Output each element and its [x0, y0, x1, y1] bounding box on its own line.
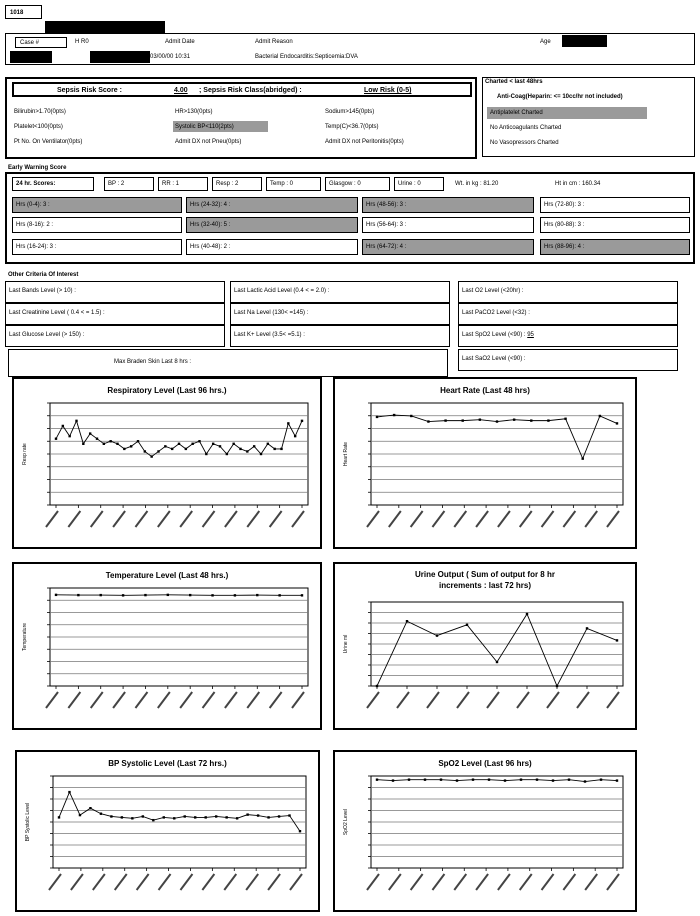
data-point — [526, 613, 528, 615]
data-point — [219, 445, 221, 447]
data-point — [137, 440, 139, 442]
x-tick-label-placeholder — [432, 511, 444, 527]
ews-hrs-40-48: Hrs (40-48): 2 : — [186, 239, 358, 255]
respiratory-chart-svg — [14, 379, 320, 547]
ews-hrs-80-88: Hrs (80-88): 3 : — [540, 217, 690, 233]
charted-title: Charted < last 48hrs — [485, 79, 543, 85]
chart-urine — [333, 562, 637, 730]
data-point — [144, 450, 146, 452]
bp-systolic-chart-svg — [17, 752, 318, 910]
data-point — [204, 816, 206, 818]
chart-bp-systolic — [15, 750, 320, 912]
data-point — [440, 778, 442, 780]
x-tick-label-placeholder — [577, 692, 589, 708]
data-point — [376, 416, 378, 418]
data-point — [123, 448, 125, 450]
data-point — [100, 813, 102, 815]
chart-title: Heart Rate (Last 48 hrs) — [440, 386, 530, 395]
data-point — [215, 815, 217, 817]
data-point — [462, 419, 464, 421]
data-point — [260, 453, 262, 455]
data-point — [167, 594, 169, 596]
x-tick-label-placeholder — [367, 874, 379, 890]
data-point — [456, 779, 458, 781]
x-tick-label-placeholder — [93, 874, 105, 890]
y-axis-label: BP Systolic Level — [25, 802, 31, 842]
admit-reason-value: Bacterial Endocarditis:Septicemia:DVA — [255, 54, 358, 60]
y-axis-label: SpO2 Level — [343, 808, 349, 836]
x-tick-label-placeholder — [268, 874, 280, 890]
y-axis-label: Temperature — [22, 622, 28, 652]
data-point — [110, 815, 112, 817]
x-tick-label-placeholder — [411, 874, 423, 890]
data-point — [173, 817, 175, 819]
ews-score-temp: Temp : 0 — [266, 177, 321, 191]
charted-vasopressors: No Vasopressors Charted — [490, 140, 559, 146]
data-point — [408, 778, 410, 780]
y-axis-label: Resp rate — [22, 443, 28, 465]
x-tick-label-placeholder — [71, 874, 83, 890]
x-tick-label-placeholder — [135, 692, 147, 708]
ews-weight: Wt. in kg : 81.20 — [455, 181, 499, 187]
x-tick-label-placeholder — [454, 874, 466, 890]
data-point — [96, 438, 98, 440]
x-tick-label-placeholder — [180, 511, 192, 527]
data-point — [58, 816, 60, 818]
chart-title: Urine Output ( Sum of output for 8 hr — [415, 570, 555, 579]
data-point — [536, 778, 538, 780]
chart-respiratory — [12, 377, 322, 549]
ews-score-24hr: 24 hr. Scores: — [12, 177, 94, 191]
x-tick-label-placeholder — [49, 874, 61, 890]
case-label: Case # — [20, 40, 40, 46]
sepsis-score-value: 4.00 — [174, 87, 188, 94]
x-tick-label-placeholder — [270, 692, 282, 708]
data-point — [530, 419, 532, 421]
data-point — [55, 438, 57, 440]
data-point — [504, 779, 506, 781]
data-point — [239, 448, 241, 450]
ews-hrs-16-24: Hrs (16-24): 3 : — [12, 239, 182, 255]
x-tick-label-placeholder — [547, 692, 559, 708]
data-point — [109, 440, 111, 442]
x-tick-label-placeholder — [225, 692, 237, 708]
data-point — [466, 624, 468, 626]
data-point — [211, 594, 213, 596]
other-o2: Last O2 Level (<20hr) : — [458, 281, 678, 303]
ews-score-resp: Resp : 2 — [212, 177, 262, 191]
ews-hrs-88-96: Hrs (88-96): 4 : — [540, 239, 690, 255]
data-point — [599, 415, 601, 417]
chart-temperature — [12, 562, 322, 730]
data-point — [144, 594, 146, 596]
ews-hrs-24-32: Hrs (24-32): 4 : — [186, 197, 358, 213]
redacted-age — [562, 35, 607, 47]
data-point — [246, 450, 248, 452]
data-point — [616, 639, 618, 641]
x-tick-label-placeholder — [427, 692, 439, 708]
criteria-peritonitis: Admit DX not Peritonitis(0pts) — [325, 139, 404, 145]
x-tick-label-placeholder — [115, 874, 127, 890]
data-point — [256, 594, 258, 596]
other-title: Other Criteria Of Interest — [8, 272, 79, 278]
case-value: H R0 — [75, 39, 89, 45]
ews-score-urine: Urine : 0 — [394, 177, 444, 191]
x-tick-label-placeholder — [432, 874, 444, 890]
data-point — [568, 778, 570, 780]
ews-height: Ht in cm : 160.34 — [555, 181, 601, 187]
data-point — [194, 816, 196, 818]
data-point — [479, 418, 481, 420]
x-tick-label-placeholder — [113, 692, 125, 708]
data-point — [273, 448, 275, 450]
spo2-chart-svg — [335, 752, 635, 910]
data-point — [75, 420, 77, 422]
x-tick-label-placeholder — [68, 692, 80, 708]
x-tick-label-placeholder — [607, 511, 619, 527]
data-point — [253, 445, 255, 447]
heart-rate-chart-svg — [335, 379, 635, 547]
data-point — [89, 807, 91, 809]
other-glucose: Last Glucose Level (> 150) : — [5, 325, 225, 347]
sepsis-class-value: Low Risk (0-5) — [364, 87, 412, 94]
data-point — [189, 594, 191, 596]
age-label: Age — [540, 39, 551, 45]
x-tick-label-placeholder — [224, 874, 236, 890]
ews-hrs-56-64: Hrs (56-64): 3 : — [362, 217, 534, 233]
x-tick-label-placeholder — [542, 874, 554, 890]
criteria-pneu: Admit DX not Pneu(0pts) — [175, 139, 242, 145]
x-tick-label-placeholder — [180, 874, 192, 890]
other-bands: Last Bands Level (> 10) : — [5, 281, 225, 303]
criteria-ventilator: Pt No. On Ventilator(0pts) — [14, 139, 83, 145]
data-point — [205, 453, 207, 455]
x-tick-label-placeholder — [159, 874, 171, 890]
data-point — [171, 448, 173, 450]
sepsis-score-label: Sepsis Risk Score : — [57, 87, 122, 94]
urine-chart-svg — [335, 564, 635, 728]
admit-date-value: 03/00/00 10:31 — [150, 54, 191, 60]
ews-title: Early Warning Score — [8, 165, 67, 171]
x-tick-label-placeholder — [246, 874, 258, 890]
x-tick-label-placeholder — [585, 874, 597, 890]
data-point — [267, 443, 269, 445]
data-point — [68, 791, 70, 793]
data-point — [301, 420, 303, 422]
data-point — [280, 448, 282, 450]
data-point — [234, 594, 236, 596]
other-spo2-label: Last SpO2 Level (<90) : — [462, 332, 526, 338]
x-tick-label-placeholder — [225, 511, 237, 527]
criteria-systolic: Systolic BP<110(2pts) — [175, 124, 234, 130]
ews-hrs-48-56: Hrs (48-56): 3 : — [362, 197, 534, 213]
data-point — [520, 778, 522, 780]
data-point — [288, 814, 290, 816]
other-k: Last K+ Level (3.5< =5.1) : — [230, 325, 450, 347]
data-point — [100, 594, 102, 596]
data-point — [184, 815, 186, 817]
other-spo2-value: 95 — [527, 332, 534, 338]
x-tick-label-placeholder — [135, 511, 147, 527]
y-axis-label: Heart Rate — [343, 441, 349, 467]
data-point — [586, 627, 588, 629]
x-tick-label-placeholder — [520, 874, 532, 890]
data-point — [116, 443, 118, 445]
x-tick-label-placeholder — [203, 692, 215, 708]
x-tick-label-placeholder — [563, 511, 575, 527]
x-tick-label-placeholder — [367, 511, 379, 527]
data-point — [472, 778, 474, 780]
other-creatinine: Last Creatinine Level ( 0.4 < = 1.5) : — [5, 303, 225, 325]
x-tick-label-placeholder — [542, 511, 554, 527]
charted-subtitle: Anti-Coag(Heparin: <= 10cc/hr not included) — [497, 94, 623, 100]
criteria-sodium: Sodium>145(0pts) — [325, 109, 375, 115]
data-point — [157, 450, 159, 452]
data-point — [62, 425, 64, 427]
data-point — [152, 819, 154, 821]
data-point — [376, 778, 378, 780]
x-tick-label-placeholder — [292, 692, 304, 708]
data-point — [427, 420, 429, 422]
other-na: Last Na Level (130< =145) : — [230, 303, 450, 325]
x-tick-label-placeholder — [457, 692, 469, 708]
charted-anticoagulants: No Anticoagulants Charted — [490, 125, 562, 131]
x-tick-label-placeholder — [247, 692, 259, 708]
data-point — [436, 634, 438, 636]
ews-hrs-8-16: Hrs (8-16): 2 : — [12, 217, 182, 233]
x-tick-label-placeholder — [202, 874, 214, 890]
x-tick-label-placeholder — [203, 511, 215, 527]
redacted-account — [90, 51, 150, 63]
chart-spo2 — [333, 750, 637, 912]
x-tick-label-placeholder — [46, 511, 58, 527]
criteria-temp: Temp(C)<36.7(0pts) — [325, 124, 379, 130]
data-point — [552, 779, 554, 781]
data-point — [496, 420, 498, 422]
x-tick-label-placeholder — [411, 511, 423, 527]
ews-hrs-64-72: Hrs (64-72): 4 : — [362, 239, 534, 255]
data-point — [68, 435, 70, 437]
data-point — [496, 661, 498, 663]
data-point — [299, 830, 301, 832]
other-skin: Max Braden Skin Last 8 hrs : — [8, 349, 448, 377]
x-tick-label-placeholder — [91, 692, 103, 708]
data-point — [393, 414, 395, 416]
data-point — [584, 780, 586, 782]
data-point — [178, 443, 180, 445]
data-point — [122, 594, 124, 596]
data-point — [278, 815, 280, 817]
ews-hrs-32-40: Hrs (32-40): 5 : — [186, 217, 358, 233]
data-point — [392, 779, 394, 781]
data-point — [89, 432, 91, 434]
data-point — [444, 419, 446, 421]
data-point — [410, 415, 412, 417]
x-tick-label-placeholder — [113, 511, 125, 527]
data-point — [163, 816, 165, 818]
data-point — [246, 813, 248, 815]
x-tick-label-placeholder — [498, 874, 510, 890]
chart-title: SpO2 Level (Last 96 hrs) — [438, 759, 532, 768]
x-tick-label-placeholder — [158, 511, 170, 527]
data-point — [294, 435, 296, 437]
chart-heart-rate — [333, 377, 637, 549]
data-point — [267, 816, 269, 818]
x-tick-label-placeholder — [487, 692, 499, 708]
other-paco2: Last PaCO2 Level (<32) : — [458, 303, 678, 325]
patient-id: 1018 — [10, 10, 24, 16]
x-tick-label-placeholder — [91, 511, 103, 527]
data-point — [77, 594, 79, 596]
x-tick-label-placeholder — [137, 874, 149, 890]
chart-title: increments : last 72 hrs) — [438, 581, 532, 590]
data-point — [150, 455, 152, 457]
x-tick-label-placeholder — [585, 511, 597, 527]
y-axis-label: Urine ml — [343, 634, 349, 654]
data-point — [191, 443, 193, 445]
sepsis-score-box — [12, 82, 472, 97]
data-point — [185, 448, 187, 450]
x-tick-label-placeholder — [389, 511, 401, 527]
x-tick-label-placeholder — [476, 511, 488, 527]
x-tick-label-placeholder — [397, 692, 409, 708]
data-point — [236, 817, 238, 819]
x-tick-label-placeholder — [270, 511, 282, 527]
ews-hrs-72-80: Hrs (72-80): 3 : — [540, 197, 690, 213]
sepsis-class-label: ; Sepsis Risk Class(abridged) : — [199, 87, 302, 94]
x-tick-label-placeholder — [563, 874, 575, 890]
admit-reason-label: Admit Reason — [255, 39, 293, 45]
x-tick-label-placeholder — [290, 874, 302, 890]
temperature-chart-svg — [14, 564, 320, 728]
data-point — [131, 817, 133, 819]
data-point — [225, 816, 227, 818]
chart-title: Respiratory Level (Last 96 hrs.) — [107, 386, 227, 395]
data-point — [287, 422, 289, 424]
ews-score-bp: BP : 2 — [104, 177, 154, 191]
x-tick-label-placeholder — [607, 692, 619, 708]
x-tick-label-placeholder — [476, 874, 488, 890]
data-point — [103, 443, 105, 445]
data-point — [564, 418, 566, 420]
ews-score-glasgow: Glasgow : 0 — [325, 177, 390, 191]
x-tick-label-placeholder — [158, 692, 170, 708]
data-point — [257, 814, 259, 816]
data-point — [301, 594, 303, 596]
other-sao2: Last SaO2 Level (<90) : — [458, 349, 678, 371]
data-point — [278, 594, 280, 596]
x-tick-label-placeholder — [367, 692, 379, 708]
x-tick-label-placeholder — [292, 511, 304, 527]
charted-antiplatelet: Antiplatelet Charted — [490, 110, 543, 116]
data-point — [82, 443, 84, 445]
data-point — [55, 594, 57, 596]
x-tick-label-placeholder — [454, 511, 466, 527]
data-point — [232, 443, 234, 445]
x-tick-label-placeholder — [180, 692, 192, 708]
patient-id-box — [5, 5, 42, 19]
other-lactic: Last Lactic Acid Level (0.4 < = 2.0) : — [230, 281, 450, 303]
x-tick-label-placeholder — [247, 511, 259, 527]
data-point — [488, 778, 490, 780]
data-point — [616, 779, 618, 781]
chart-title: Temperature Level (Last 48 hrs.) — [105, 571, 229, 580]
criteria-hr: HR>130(0pts) — [175, 109, 213, 115]
data-point — [600, 778, 602, 780]
chart-title: BP Systolic Level (Last 72 hrs.) — [108, 759, 227, 768]
case-label-box — [15, 37, 67, 48]
criteria-platelet: Platelet<100(0pts) — [14, 124, 63, 130]
x-tick-label-placeholder — [46, 692, 58, 708]
data-point — [130, 445, 132, 447]
x-tick-label-placeholder — [517, 692, 529, 708]
data-point — [226, 453, 228, 455]
data-point — [79, 814, 81, 816]
data-point — [406, 620, 408, 622]
admit-date-label: Admit Date — [165, 39, 195, 45]
data-point — [121, 816, 123, 818]
criteria-bilirubin: Bilirubin>1.70(0pts) — [14, 109, 66, 115]
data-point — [616, 422, 618, 424]
x-tick-label-placeholder — [607, 874, 619, 890]
ews-score-rr: RR : 1 — [158, 177, 208, 191]
data-point — [547, 419, 549, 421]
other-spo2 — [458, 325, 678, 347]
data-point — [198, 440, 200, 442]
data-point — [513, 418, 515, 420]
data-point — [424, 778, 426, 780]
data-point — [582, 457, 584, 459]
ews-hrs-0-4: Hrs (0-4): 3 : — [12, 197, 182, 213]
x-tick-label-placeholder — [389, 874, 401, 890]
x-tick-label-placeholder — [520, 511, 532, 527]
x-tick-label-placeholder — [498, 511, 510, 527]
x-tick-label-placeholder — [68, 511, 80, 527]
data-point — [164, 445, 166, 447]
data-point — [212, 443, 214, 445]
redacted-mrn — [10, 51, 52, 63]
data-point — [142, 815, 144, 817]
